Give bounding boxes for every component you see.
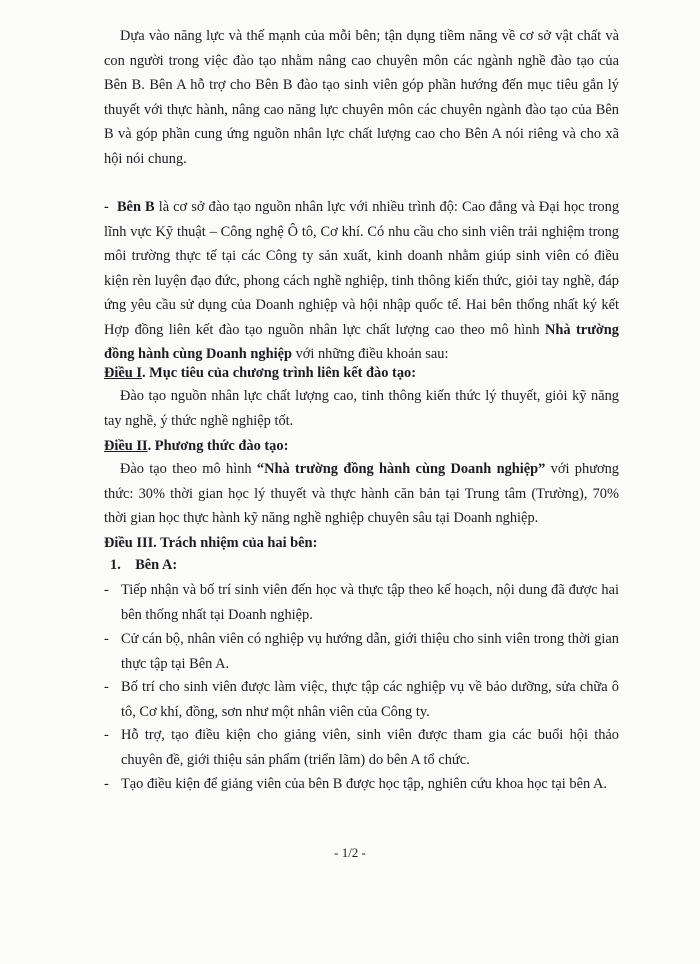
list-item: Tạo điều kiện để giảng viên của bên B được học tập, nghiên cứu khoa học tại bên A. (121, 776, 607, 792)
dieu-3-sub-title: Bên A: (135, 557, 178, 573)
dieu-1-title: . Mục tiêu của chương trình liên kết đào tạo: (141, 365, 417, 381)
bullet-dash: - (104, 679, 109, 695)
dieu-3-title: Điều III. Trách nhiệm của hai bên: (104, 535, 318, 551)
dieu-2-title: . Phương thức đào tạo: (147, 438, 289, 454)
list-item: Tiếp nhận và bố trí sinh viên đến học và thực tập theo kế hoạch, nội dung đã được hai bên thống nhất tại Doanh nghiệp. (121, 582, 619, 623)
bullet-dash: - (104, 582, 109, 598)
dieu-2-text-1: Đào tạo theo mô hình (120, 461, 257, 477)
intro-paragraph: Dựa vào năng lực và thế mạnh của mỗi bên; tận dụng tiềm năng về cơ sở vật chất và con người trong việc đào tạo nhằm nâng cao chuyên môn các ngành nghề đào tạo của Bên B. Bên A hỗ trợ cho Bên B đào tạo sinh viên góp phần hướng đến mục tiêu gắn lý thuyết với thực hành, nâng cao năng lực chuyên môn các chuyên ngành đào tạo của Bên B và góp phần cung ứng nguồn nhân lực chất lượng cao cho Bên A nói riêng và cho xã hội nói chung. (104, 28, 619, 167)
ben-b-model: Nhà trường đồng hành cùng Doanh nghiệp (104, 321, 619, 362)
dieu-3-sub-number: 1. (110, 557, 121, 573)
ben-b-text-1: là cơ sở đào tạo nguồn nhân lực với nhiều trình độ: Cao đẳng và Đại học trong lĩnh vực Kỹ thuật – Công nghệ Ô tô, Cơ khí. Có nhu cầu cho sinh viên trải nghiệm trong môi trường thực tế tại các Công ty sản xuất, kinh doanh nhằm giúp sinh viên có điều kiện rèn luyện đạo đức, phong cách nghề nghiệp, tinh thông kiến thức, giỏi tay nghề, đáp ứng yêu cầu sử dụng của Doanh nghiệp và hội nhập quốc tế. Hai bên thống nhất ký kết Hợp đồng liên kết đào tạo nguồn nhân lực chất lượng cao theo mô hình (104, 199, 620, 338)
dieu-1-heading (104, 361, 616, 385)
page-number: - 1/2 - (334, 845, 366, 860)
ben-b-paragraph (104, 195, 619, 367)
dieu-2-text-2: với phương thức: 30% thời gian học lý thuyết và thực hành căn bản tại Trung tâm (Trường), 70% thời gian học thực hành kỹ năng nghề nghiệp chuyên sâu tại Doanh nghiệp. (104, 461, 619, 526)
dieu-2-heading (104, 434, 616, 458)
dieu-2-text (104, 457, 619, 531)
dieu-1-label: Điều I (104, 365, 142, 381)
dieu-2-label: Điều II (104, 438, 148, 454)
bullet-dash: - (104, 776, 109, 792)
dieu-1-text: Đào tạo nguồn nhân lực chất lượng cao, tinh thông kiến thức lý thuyết, giỏi kỹ năng tay nghề, ý thức nghề nghiệp tốt. (104, 388, 619, 429)
dieu-3-heading (104, 531, 616, 555)
bullet-dash: - (104, 727, 109, 743)
dieu-2-model: “Nhà trường đồng hành cùng Doanh nghiệp” (256, 461, 546, 477)
bullet-dash: - (104, 631, 109, 647)
ben-b-label: Bên B (116, 199, 155, 215)
list-item: Hỗ trợ, tạo điều kiện cho giảng viên, sinh viên được tham gia các buổi hội thảo chuyên đề, giới thiệu sản phẩm (triển lãm) do bên A tổ chức. (121, 727, 619, 768)
ben-b-dash: - (104, 199, 109, 215)
list-item: Cử cán bộ, nhân viên có nghiệp vụ hướng dẫn, giới thiệu cho sinh viên trong thời gian thực tập tại Bên A. (121, 631, 619, 672)
list-item: Bố trí cho sinh viên được làm việc, thực tập các nghiệp vụ về bảo dưỡng, sửa chữa ô tô, Cơ khí, đồng, sơn như một nhân viên của Công ty. (121, 679, 619, 720)
dieu-3-subheading (110, 553, 622, 577)
ben-b-text-2: với những điều khoản sau: (291, 346, 449, 362)
